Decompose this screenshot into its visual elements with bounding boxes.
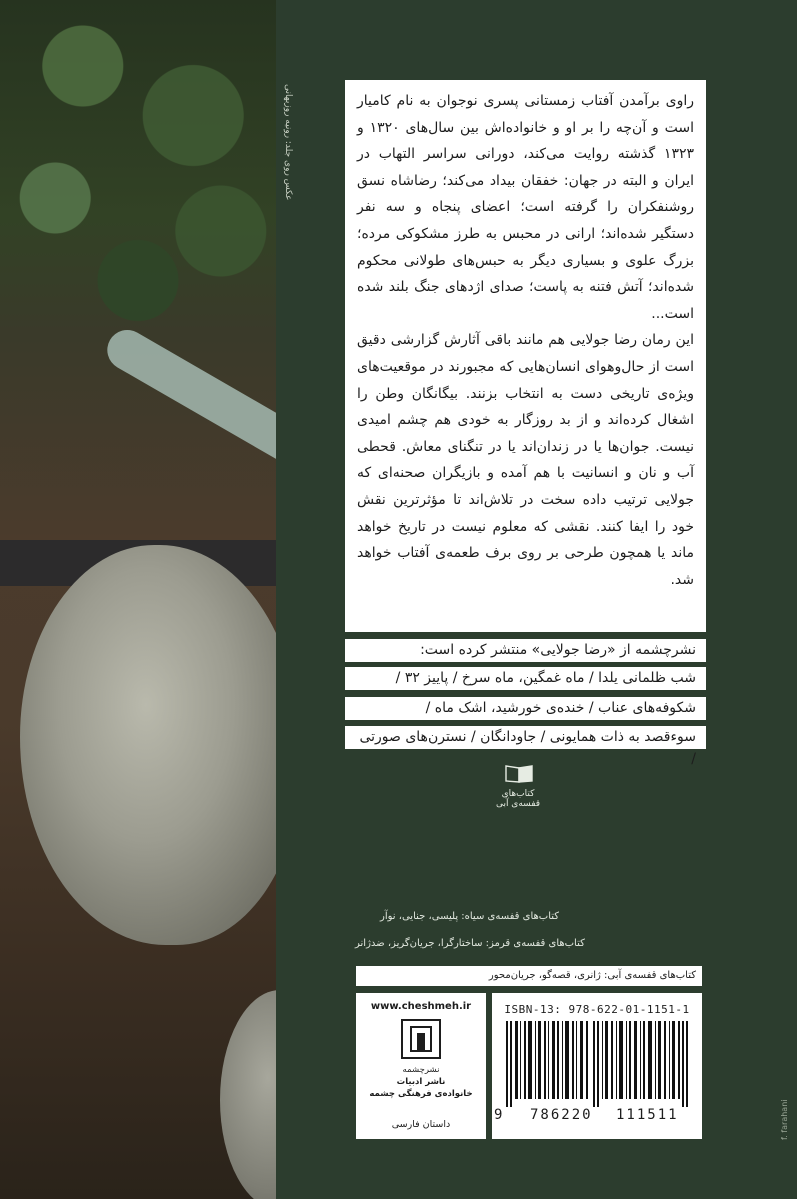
books-list-line-1: شب ظلمانی یلدا / ماه غمگین، ماه سرخ / پاییز ۳۲ / (395, 670, 696, 686)
blurb-paragraph-1: راوی برآمدن آفتاب زمستانی پسری نوجوان به نام کامیار است و آن‌چه را بر او و خانواده‌اش بین سال‌های ۱۳۲۰ و ۱۳۲۳ گذشته روایت می‌کند، دورانی سراسر التهاب در ایران و البته در جهان: خفقان بیداد می‌کند؛ رضاشاه نسق روشنفکران را گرفته است؛ اعضای پنجاه و سه نفر دستگیر شده‌اند؛ ارانی در محبس به طرز مشکوکی مرده؛ بزرگ علوی و بسیاری دیگر به حبس‌های طولانی محکوم شده‌اند؛ آتش فتنه به پاست؛ صدای اژدهای جنگ بلند شده است... (357, 93, 694, 322)
publisher-panel (356, 993, 486, 1139)
photo-credit: عکس روی جلد: رونیه روزبهانی (283, 83, 293, 200)
books-list-line-1-box (345, 667, 706, 690)
blurb-paragraph-2: این رمان رضا جولایی هم مانند باقی آثارش گزارشی دقیق است از حال‌وهوای انسان‌هایی که مجبورند در موقعیت‌های ویژه‌ی تاریخی دست به انتخاب بزنند. بیگانگان وطن را اشغال کرده‌اند و از بد روزگار به خودی هم چشم امیدی نیست. جوان‌ها یا در زندان‌اند یا در تنگنای معاش. قحطی آب و نان و انسانیت با هم آمده و بازیگران صحنه‌ای که جولایی ترتیب داده سخت در تلاش‌اند تا مؤثرترین نقش خود را ایفا کنند. نقشی که معلوم نیست در تاریخ خواهد ماند یا همچون طرحی بر روی برف طعمه‌ی آفتاب خواهد شد. (357, 332, 694, 588)
isbn-number: ISBN-13: 978-622-01-1151-1 (504, 1003, 690, 1016)
series-logo (488, 765, 548, 815)
series-logo-label: کتاب‌های قفسه‌ی آبی (495, 789, 541, 809)
rock-image-small (220, 990, 276, 1199)
leaves-image (0, 0, 276, 330)
series-blue: کتاب‌های قفسه‌ی آبی: ژانری، قصه‌گو، جریان‌محور (488, 970, 696, 981)
barcode-panel (492, 993, 702, 1139)
designer-credit: f. farahani (780, 1099, 789, 1140)
publisher-line-2: خانواده‌ی فرهنگی چشمه (369, 1089, 473, 1099)
series-red: کتاب‌های قفسه‌ی قرمز: ساختارگرا، جریان‌گریز، ضدژانر (355, 938, 585, 949)
books-list-line-3-box (345, 726, 706, 767)
blurb-panel (345, 80, 706, 632)
series-black: کتاب‌های قفسه‌ی سیاه: پلیسی، جنایی، نوآر (380, 911, 560, 922)
books-list-heading: نشرچشمه از «رضا جولایی» منتشر کرده است: (420, 642, 696, 658)
publisher-url: www.cheshmeh.ir (370, 1001, 472, 1012)
barcode-digit-first: 9 (494, 1107, 503, 1123)
books-list-line-2-box (345, 697, 706, 720)
barcode-image (506, 1021, 688, 1107)
barcode-digits-left: 786220 (530, 1107, 593, 1123)
publisher-logo-icon (401, 1019, 441, 1059)
publisher-category: داستان فارسی (391, 1119, 451, 1130)
publisher-name: نشرچشمه (402, 1065, 440, 1075)
books-list-line-2: شکوفه‌های عناب / خنده‌ی خورشید، اشک ماه / (425, 700, 696, 716)
barcode-digits-right: 111511 (616, 1107, 679, 1123)
series-blue-box (356, 966, 702, 986)
books-list-heading-box (345, 639, 706, 662)
open-book-icon (504, 765, 534, 783)
publisher-line-1: ناشر ادبیات (396, 1077, 446, 1087)
rock-image (20, 545, 276, 945)
garden-hose-image (100, 323, 276, 473)
books-list-line-3: سوءقصد به ذات همایونی / جاودانگان / نسترن‌های صورتی / (359, 729, 696, 767)
cover-photo (0, 0, 276, 1199)
